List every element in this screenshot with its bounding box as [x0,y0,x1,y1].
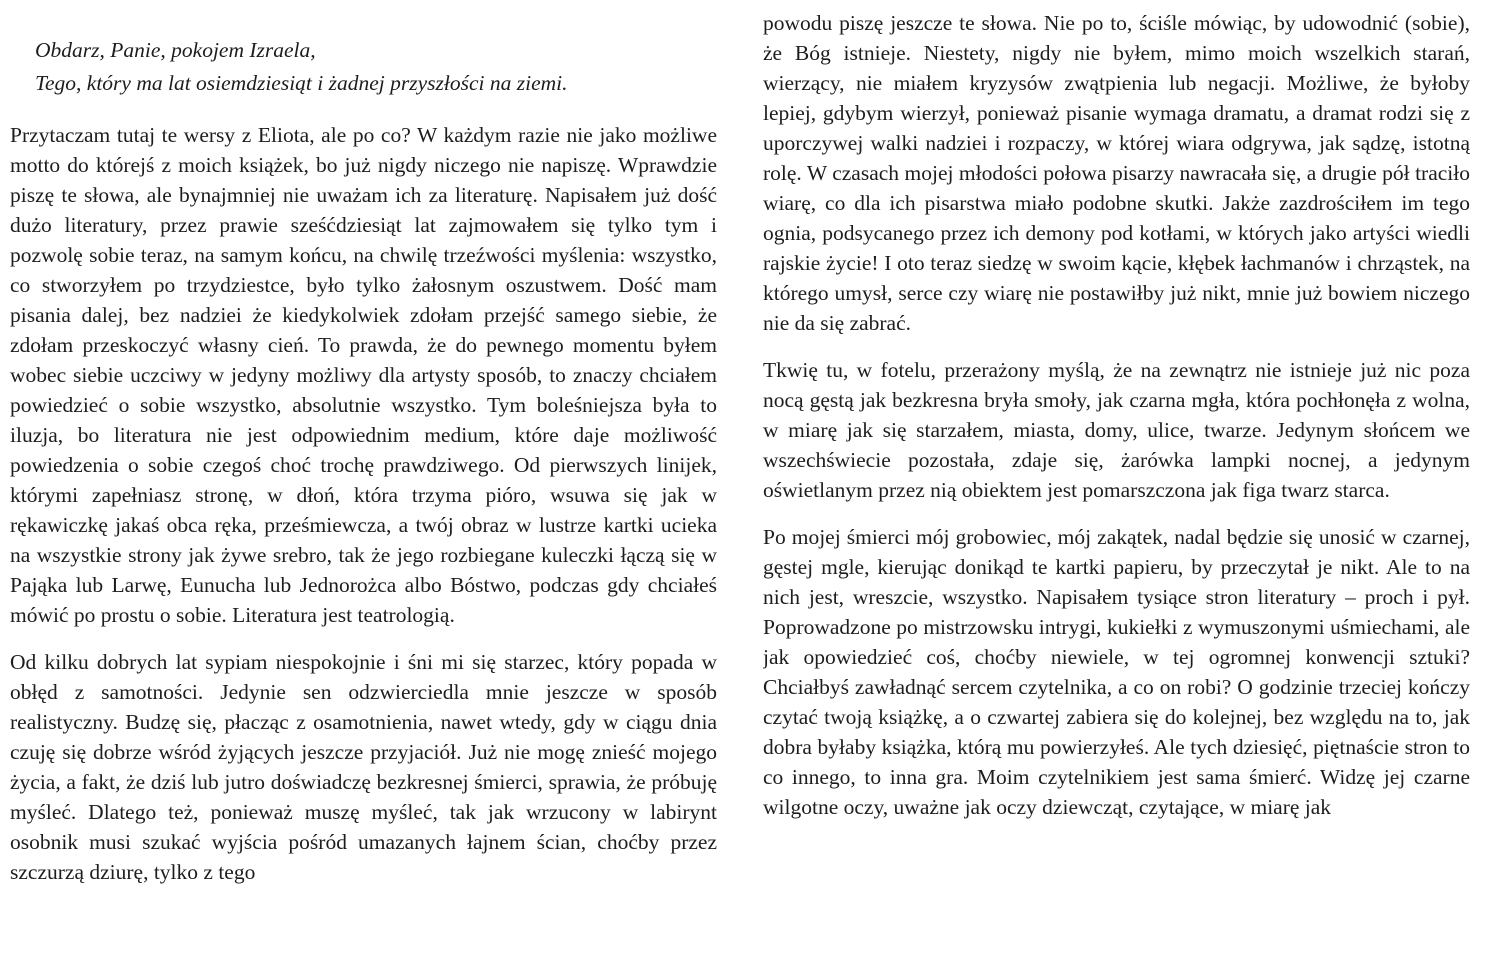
epigraph [35,34,717,100]
body-paragraph: powodu piszę jeszcze te słowa. Nie po to, ściśle mówiąc, by udowodnić (sobie), że Bóg istnieje. Niestety, nigdy nie byłem, mimo moich wszelkich starań, wierzący, nie miałem kryzysów zwątpienia lub negacji. Możliwe, że byłoby lepiej, gdybym wierzył, ponieważ pisanie wymaga dramatu, a dramat rodzi się z uporczywej walki nadziei i rozpaczy, w której wiara odgrywa, jak sądzę, istotną rolę. W czasach mojej młodości połowa pisarzy nawracała się, a drugie pół traciło wiarę, co dla ich pisarstwa miało podobne skutki. Jakże zazdrościłem im tego ognia, podsycanego przez ich demony pod kotłami, w których jako artyści wiedli rajskie życie! I oto teraz siedzę w swoim kącie, kłębek łachmanów i chrząstek, na którego umysł, serce czy wiarę nie postawiłby już nikt, mnie już bowiem niczego nie da się zabrać. [763,11,1470,335]
text-column-right [763,8,1470,962]
body-paragraph: Po mojej śmierci mój grobowiec, mój zakątek, nadal będzie się unosić w czarnej, gęstej mgle, kierując donikąd te kartki papieru, by przeczytał je nikt. Ale to na nich jest, wreszcie, wszystko. Napisałem tysiące stron literatury – proch i pył. Poprowadzone po mistrzowsku intrygi, kukiełki z wymuszonymi uśmiechami, ale jak opowiedzieć coś, choćby niewiele, w tej ogromnej konwencji sztuki? Chciałbyś zawładnąć sercem czytelnika, a co on robi? O godzinie trzeciej kończy czytać twoją książkę, a o czwartej zabiera się do kolejnej, bez względu na to, jak dobra byłaby książka, którą mu powierzyłeś. Ale tych dziesięć, piętnaście stron to co innego, to inna gra. Moim czytelnikiem jest sama śmierć. Widzę jej czarne wilgotne oczy, uważne jak oczy dziewcząt, czytające, w miarę jak [763,525,1470,819]
text-column-left [10,8,717,962]
body-paragraph: Od kilku dobrych lat sypiam niespokojnie i śni mi się starzec, który popada w obłęd z samotności. Jedynie sen odzwierciedla mnie jeszcze w sposób realistyczny. Budzę się, płacząc z osamotnienia, nawet wtedy, gdy w ciągu dnia czuję się dobrze wśród żyjących jeszcze przyjaciół. Już nie mogę znieść mojego życia, a fakt, że dziś lub jutro doświadczę bezkresnej śmierci, sprawia, że próbuję myśleć. Dlatego też, ponieważ muszę myśleć, tak jak wrzucony w labirynt osobnik musi szukać wyjścia pośród umazanych łajnem ścian, choćby przez szczurzą dziurę, tylko z tego [10,650,717,884]
epigraph-line: Tego, który ma lat osiemdziesiąt i żadnej przyszłości na ziemi. [35,71,568,95]
body-paragraph: Tkwię tu, w fotelu, przerażony myślą, że na zewnątrz nie istnieje już nic poza nocą gęstą jak bezkresna bryła smoły, jak czarna mgła, która pochłonęła z wolna, w miarę jak się starzałem, miasta, domy, ulice, twarze. Jedynym słońcem we wszechświecie pozostała, zdaje się, żarówka lampki nocnej, a jedynym oświetlanym przez nią obiektem jest pomarszczona jak figa twarz starca. [763,358,1470,502]
epigraph-line: Obdarz, Panie, pokojem Izraela, [35,38,316,62]
body-paragraph: Przytaczam tutaj te wersy z Eliota, ale po co? W każdym razie nie jako możliwe motto do którejś z moich książek, bo już nigdy niczego nie napiszę. Wprawdzie piszę te słowa, ale bynajmniej nie uważam ich za literaturę. Napisałem już dość dużo literatury, przez prawie sześćdziesiąt lat zajmowałem się tylko tym i pozwolę sobie teraz, na samym końcu, na chwilę trzeźwości myślenia: wszystko, co stworzyłem po trzydziestce, było tylko żałosnym oszustwem. Dość mam pisania dalej, bez nadziei że kiedykolwiek zdołam przejść samego siebie, że zdołam przeskoczyć własny cień. To prawda, że do pewnego momentu byłem wobec siebie uczciwy w jedyny możliwy dla artysty sposób, to znaczy chciałem powiedzieć o sobie wszystko, absolutnie wszystko. Tym boleśniejsza była to iluzja, bo literatura nie jest odpowiednim medium, które daje możliwość powiedzenia o sobie czegoś choć trochę prawdziwego. Od pierwszych linijek, którymi zapełniasz stronę, w dłoń, która trzyma pióro, wsuwa się jak w rękawiczkę jakaś obca ręka, prześmiewcza, a twój obraz w lustrze kartki ucieka na wszystkie strony jak żywe srebro, tak że jego rozbiegane kuleczki łączą się w Pająka lub Larwę, Eunucha lub Jednorożca albo Bóstwo, podczas gdy chciałeś mówić po prostu o sobie. Literatura jest teatrologią. [10,123,717,627]
